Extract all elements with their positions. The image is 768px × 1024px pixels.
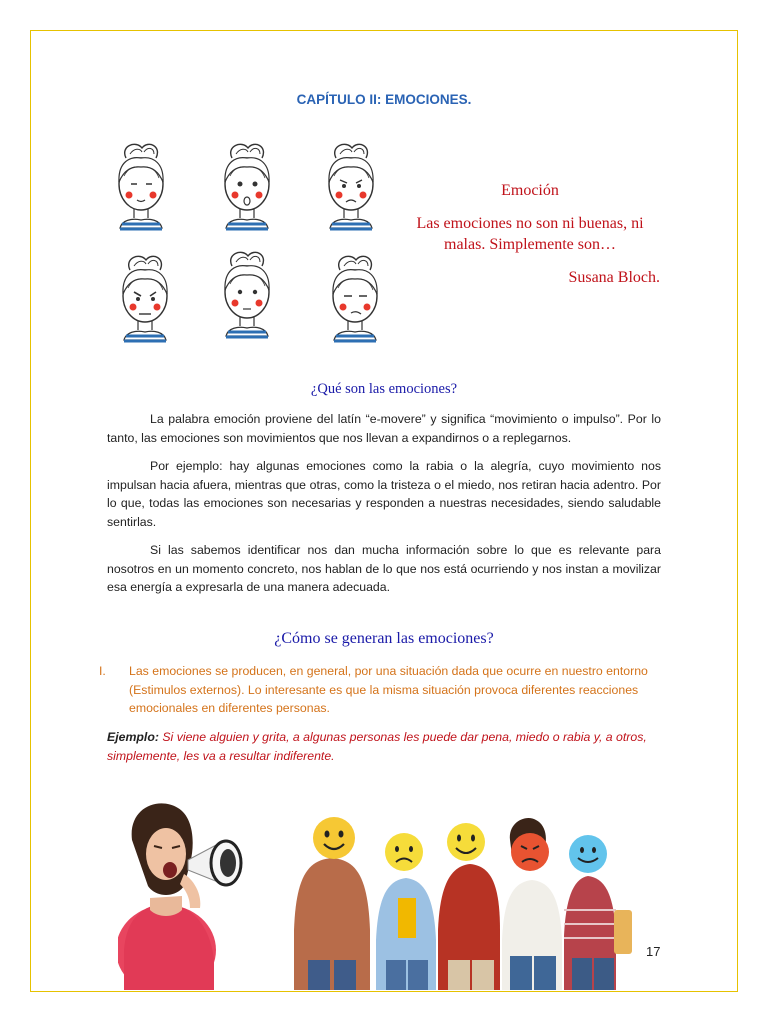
quote-title: Emoción — [501, 182, 559, 199]
quote-body: Las emociones no son ni buenas, ni malas. Simplemente son… — [416, 215, 644, 253]
paragraph — [107, 410, 661, 447]
chapter-title: CAPÍTULO II: EMOCIONES. — [296, 92, 472, 107]
emoji-group-svg — [286, 800, 638, 990]
example-label: Ejemplo: — [107, 730, 159, 744]
example-text: Si viene alguien y grita, a algunas personas les puede dar pena, miedo o rabia y, a otros, simplemente, les va a resultar indiferente. — [107, 730, 647, 763]
list-item — [99, 662, 661, 718]
emotion-faces-illustration — [104, 140, 394, 356]
megaphone-woman-svg — [118, 800, 253, 990]
megaphone-woman-photo — [118, 800, 253, 990]
paragraph — [107, 541, 661, 597]
section-heading-how: ¿Cómo se generan las emociones? — [274, 630, 494, 647]
example-block — [107, 728, 661, 765]
faces-svg — [104, 140, 394, 356]
paragraph — [107, 457, 661, 531]
paragraph-text: La palabra emoción proviene del latín “e-movere” y significa “movimiento o impulso”. Por lo tanto, las emociones son movimientos que nos llevan a expandirnos o a replegarnos. — [107, 412, 661, 445]
paragraph-text: Si las sabemos identificar nos dan mucha información sobre lo que es relevante para nosotros en un momento concreto, nos hablan de lo que nos está ocurriendo y nos instan a movilizar esa energía a expresarla de una manera adecuada. — [107, 543, 661, 595]
list-item-text: Las emociones se producen, en general, por una situación dada que ocurre en nuestro entorno (Estimulos externos). Lo interesante es que la misma situación provoca diferentes reacciones emocionales en diferentes personas. — [129, 664, 648, 716]
section-heading-what: ¿Qué son las emociones? — [310, 381, 458, 397]
emoji-masks-group-photo — [286, 800, 638, 990]
list-number: I. — [99, 664, 106, 678]
paragraph-text: Por ejemplo: hay algunas emociones como la rabia o la alegría, cuyo movimiento nos impulsan hacia afuera, mientras que otras, como la tristeza o el miedo, nos retiran hacia adentro. Por lo que, todas las emociones son necesarias y responden a nuestras necesidades, siendo saludable sentirlas. — [107, 459, 661, 529]
quote-author: Susana Bloch. — [568, 269, 660, 286]
quote-block — [400, 180, 660, 288]
page-number: 17 — [646, 944, 661, 959]
